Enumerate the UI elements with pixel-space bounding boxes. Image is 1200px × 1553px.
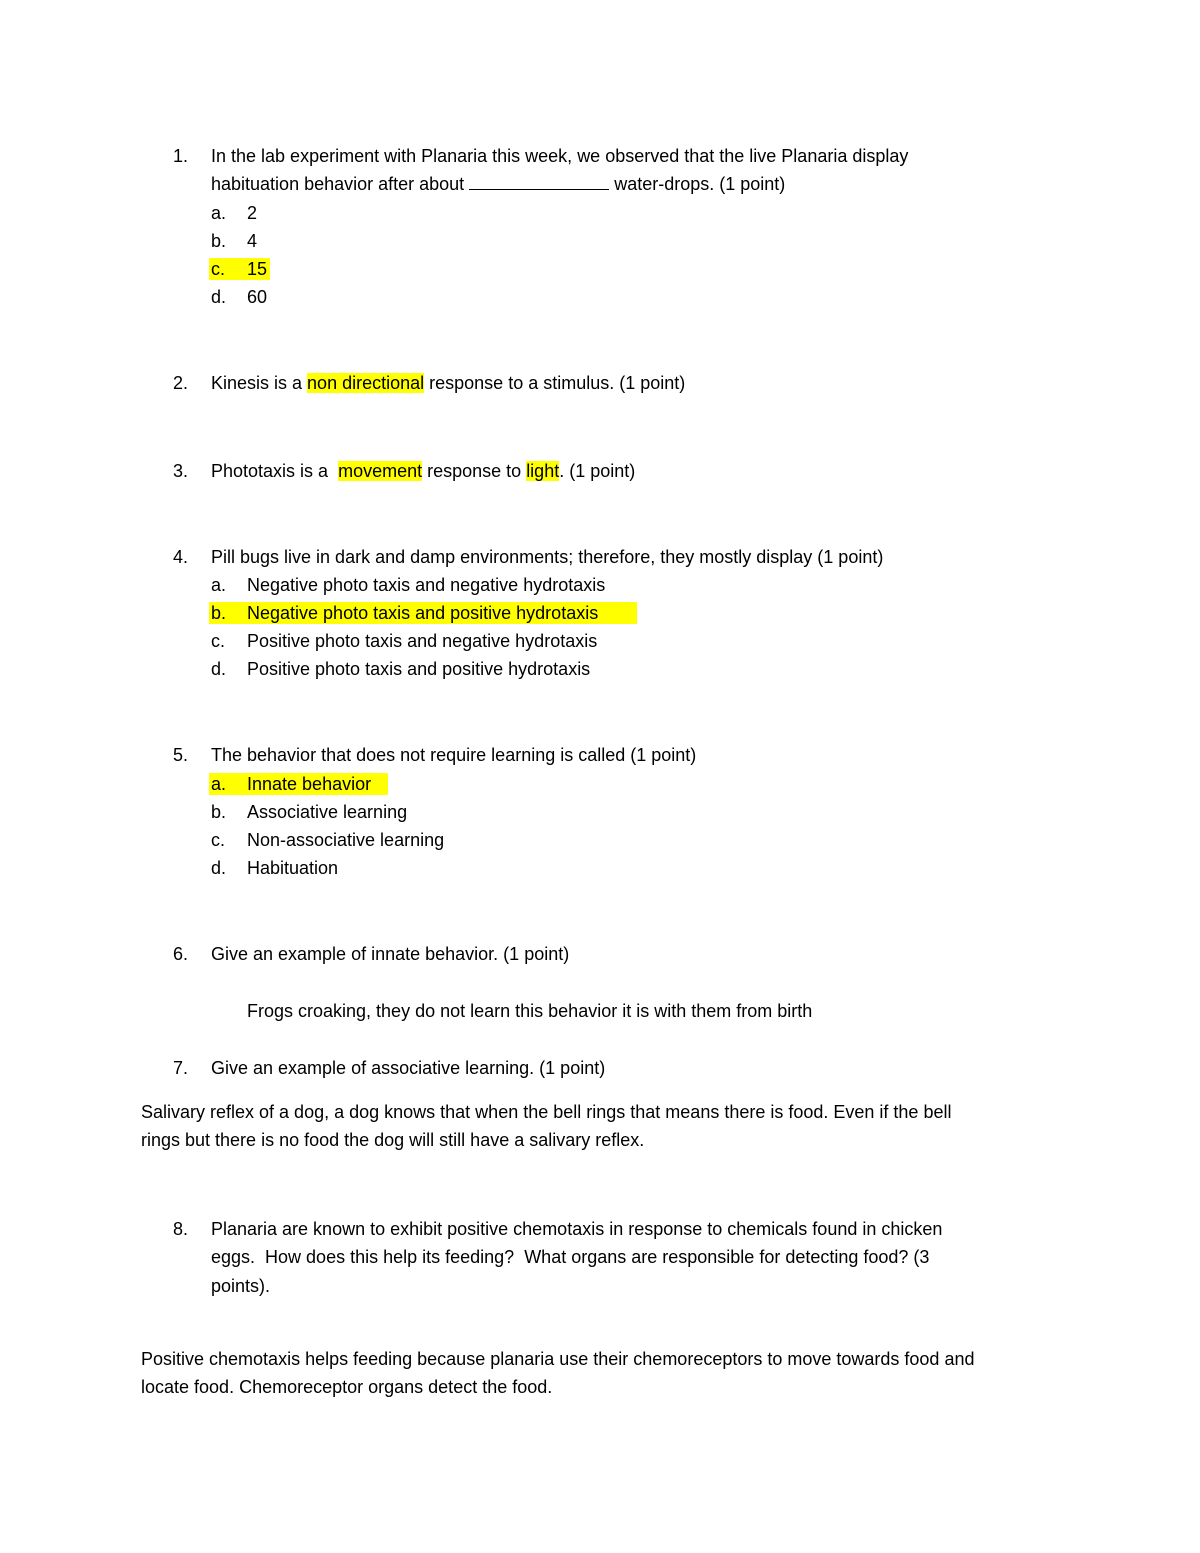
question-text: habituation behavior after about <box>211 174 465 194</box>
option-text: Positive photo taxis and positive hydrotaxis <box>247 659 591 679</box>
question-text: The behavior that does not require learning is called (1 point) <box>211 745 697 765</box>
option-text: Innate behavior <box>247 774 372 794</box>
question-number: 4. <box>173 547 189 567</box>
answer-text: rings but there is no food the dog will still have a salivary reflex. <box>141 1130 645 1150</box>
option-letter: a. <box>211 203 227 223</box>
option-text: Associative learning <box>247 802 408 822</box>
option-text: 60 <box>247 287 268 307</box>
question-text: In the lab experiment with Planaria this week, we observed that the live Planaria display <box>211 146 909 166</box>
question-text: water-drops. (1 point) <box>614 174 786 194</box>
option-letter: c. <box>211 631 226 651</box>
question-number: 5. <box>173 745 189 765</box>
text-middle: response to <box>422 461 527 481</box>
option-text: 15 <box>247 259 268 279</box>
option-text: Negative photo taxis and negative hydrotaxis <box>247 575 606 595</box>
answer-text: Positive chemotaxis helps feeding because planaria use their chemoreceptors to move towards food and <box>141 1349 975 1369</box>
question-text <box>211 460 635 482</box>
question-number: 2. <box>173 373 189 393</box>
option-text: 2 <box>247 203 258 223</box>
question-number: 6. <box>173 944 189 964</box>
option-letter: c. <box>211 830 226 850</box>
answer-blank <box>469 173 609 190</box>
question-1-line-2 <box>211 173 785 195</box>
option-letter: c. <box>211 259 226 279</box>
option-text: Negative photo taxis and positive hydrotaxis <box>247 603 599 623</box>
text-before: Phototaxis is a <box>211 461 339 481</box>
question-number: 3. <box>173 461 189 481</box>
option-letter: b. <box>211 231 227 251</box>
option-letter: d. <box>211 287 227 307</box>
question-text: eggs. How does this help its feeding? What organs are responsible for detecting food? (3 <box>211 1247 930 1267</box>
highlighted-answer: movement <box>338 461 423 481</box>
option-letter: a. <box>211 774 227 794</box>
answer-text: Salivary reflex of a dog, a dog knows that when the bell rings that means there is food. Even if the bell <box>141 1102 952 1122</box>
option-text: 4 <box>247 231 258 251</box>
option-letter: d. <box>211 858 227 878</box>
answer-text: Frogs croaking, they do not learn this behavior it is with them from birth <box>247 1001 813 1021</box>
option-text: Non-associative learning <box>247 830 445 850</box>
question-text: Pill bugs live in dark and damp environments; therefore, they mostly display (1 point) <box>211 547 884 567</box>
answer-text: locate food. Chemoreceptor organs detect the food. <box>141 1377 553 1397</box>
question-text: Give an example of innate behavior. (1 point) <box>211 944 570 964</box>
option-text: Habituation <box>247 858 339 878</box>
question-number: 7. <box>173 1058 189 1078</box>
question-number: 8. <box>173 1219 189 1239</box>
option-text: Positive photo taxis and negative hydrotaxis <box>247 631 598 651</box>
question-text: Planaria are known to exhibit positive chemotaxis in response to chemicals found in chicken <box>211 1219 943 1239</box>
question-text <box>211 372 685 394</box>
text-before: Kinesis is a <box>211 373 308 393</box>
highlighted-answer: non directional <box>307 373 425 393</box>
option-letter: d. <box>211 659 227 679</box>
question-text: points). <box>211 1276 271 1296</box>
text-after: response to a stimulus. (1 point) <box>424 373 686 393</box>
text-after: . (1 point) <box>559 461 636 481</box>
question-number: 1. <box>173 146 189 166</box>
highlighted-answer: light <box>526 461 560 481</box>
option-letter: a. <box>211 575 227 595</box>
option-letter: b. <box>211 603 227 623</box>
question-text: Give an example of associative learning. (1 point) <box>211 1058 606 1078</box>
option-letter: b. <box>211 802 227 822</box>
